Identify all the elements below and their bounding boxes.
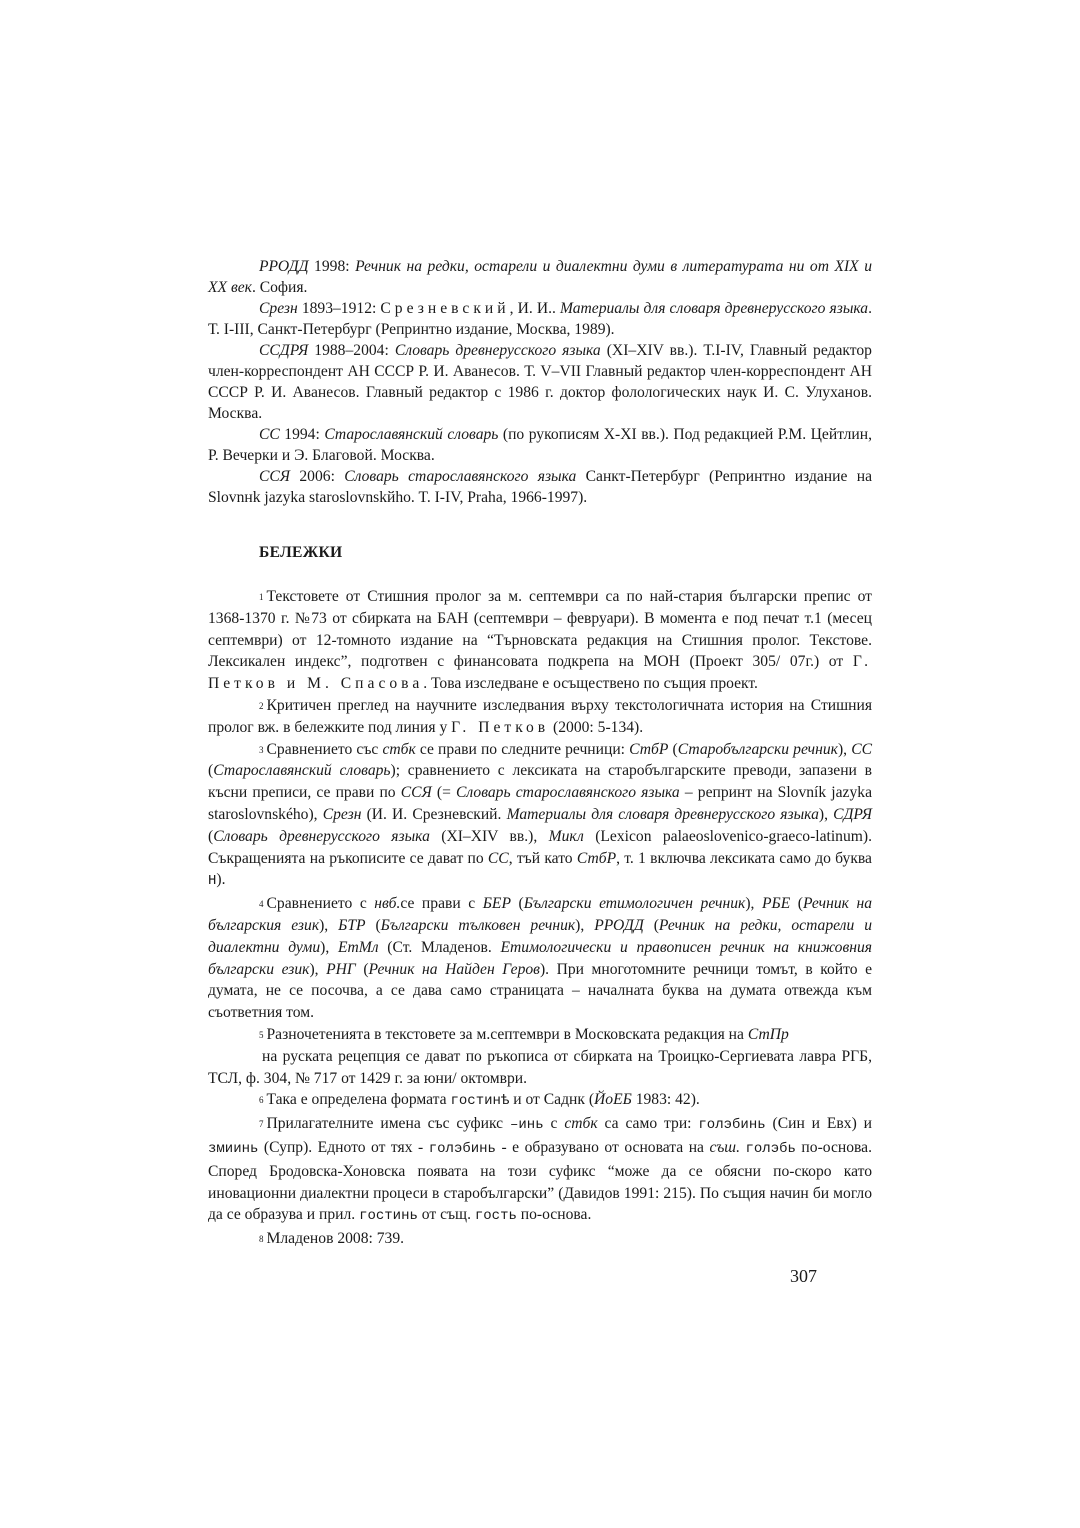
bibliography-list — [208, 256, 872, 508]
footnote-3: $^3$ Сравнението със стбк се прави по следните речници: СтбР (Старобългарски речник), СС (Старославянский словарь); сравнението с лексиката на старобългарските преводи, запазени в късни преписи, се прави по ССЯ (= Словарь старославянского языка – репринт на Slovník jazyka staroslovnského), Срезн (И. И. Срезневский. Материалы для словаря древнерусского языка), СДРЯ (Словарь древнерусского языка (XI–XIV вв.), Микл (Lexicon palaeoslovenico-graeco-latinum). Съкращенията на ръкописите се дават по СС, тъй като СтбР, т. 1 включва лексиката само до буква Н). — [208, 740, 872, 890]
footnote-4: $^4$ Сравнението с нвб.се прави с БЕР (Български етимологичен речник), РБЕ (Речник на българския език), БТР (Български тълковен речник), РРОДД (Речник на редки, остарели и диалектни думи), ЕтМл (Ст. Младенов. Етимологически и правописен речник на книжовния български език), РНГ (Речник на Найден Геров). При многотомните речници томът, в който е думата, не се посочва, а се дава само страницата – началната буква на думата отвежда към съответния том. — [208, 895, 873, 1022]
page-number: 307 — [790, 1266, 817, 1286]
footnote-5-continued: на руската рецепция се дават по ръкописа от сбирката на Троицко-Сергиевата лавра РГБ, ТСЛ, ф. 304, № 717 от 1429 г. за юни/ октомври. — [208, 1047, 872, 1087]
footnote-2: $^2$ Критичен преглед на научните изследвания върху текстологичната история на Стишния пролог вж. в бележките под линия у Г. Петков (2000: 5-134). — [208, 696, 872, 736]
footnote-5: $^5$ Разночетенията в текстовете за м.септември в Московската редакция на СтПр — [259, 1025, 789, 1043]
bib-entry-ss: СС 1994: Старославянский словарь (по рукописям X-XI вв.). Под редакцией Р.М. Цейтлин, Р. Вечерки и Э. Благовой. Москва. — [208, 426, 872, 464]
bib-entry-srezn: Срезн 1893–1912: Срезневский, И. И.. Материалы для словаря древнерусского языка. Т. I-III, Санкт-Петербург (Репринтно издание, Москва, 1989). — [208, 300, 872, 338]
bib-entry-ssdrya: ССДРЯ 1988–2004: Словарь древнерусского языка (XI–XIV вв.). Т.I-IV, Главный редактор член-корреспондент АН СССР Р. И. Аванесов. Т. V–VII Главный редактор член-корреспондент АН СССР Р. И. Аванесов. Главный редактор с 1986 г. доктор фолологических наук И. С. Улуханов. Москва. — [208, 342, 872, 422]
footnote-1: $^1$ Текстовете от Стишния пролог за м. септември са по най-стария български препис от 1368-1370 г. №73 от сбирката на БАН (септември – февруари). В момента е под печат т.1 (месец септември) от 12-томното издание на “Търновската редакция на Стишния пролог. Текстове. Лексикален индекс”, подготвен с финансовата подкрепа на МОН (Проект 305/ 07г.) от Г. Петков и М. Спасова. Това изследване е осъществено по същия проект. — [208, 588, 872, 693]
footnote-6: $^6$ Така е определена формата гостинѣ и от Саднк (ЙоЕБ 1983: 42). — [259, 1091, 700, 1110]
bib-entry-rrodd: РРОДД 1998: Речник на редки, остарели и диалектни думи в литературата ни от XIX и XX век. София. — [208, 258, 872, 296]
footnote-7: $^7$ Прилагателните имена със суфикс –инь с стбк са само три: голэбинь (Син и Евх) и змиинь (Супр). Едното от тях - голэбинь - е образувано от основата на съш. голэбь по-основа. Според Бродовска-Хоновска появата на този суфикс “може да се обясни по-скоро като иновационни диалектни процеси в старобългарски” (Давидов 1991: 215). По същия начин би могло да се образува и прил. гостинь от същ. гость по-основа. — [208, 1115, 873, 1225]
footnote-8: $^8$ Младенов 2008: 739. — [259, 1230, 405, 1248]
notes-heading: БЕЛЕЖКИ — [259, 544, 343, 561]
bib-entry-ssya: ССЯ 2006: Словарь старославянского языка Санкт-Петербург (Репринтно издание на Slovnнk jazyka staroslovnskйho. T. I-IV, Praha, 1966-1997). — [208, 468, 872, 506]
footnotes-list — [208, 586, 872, 1250]
